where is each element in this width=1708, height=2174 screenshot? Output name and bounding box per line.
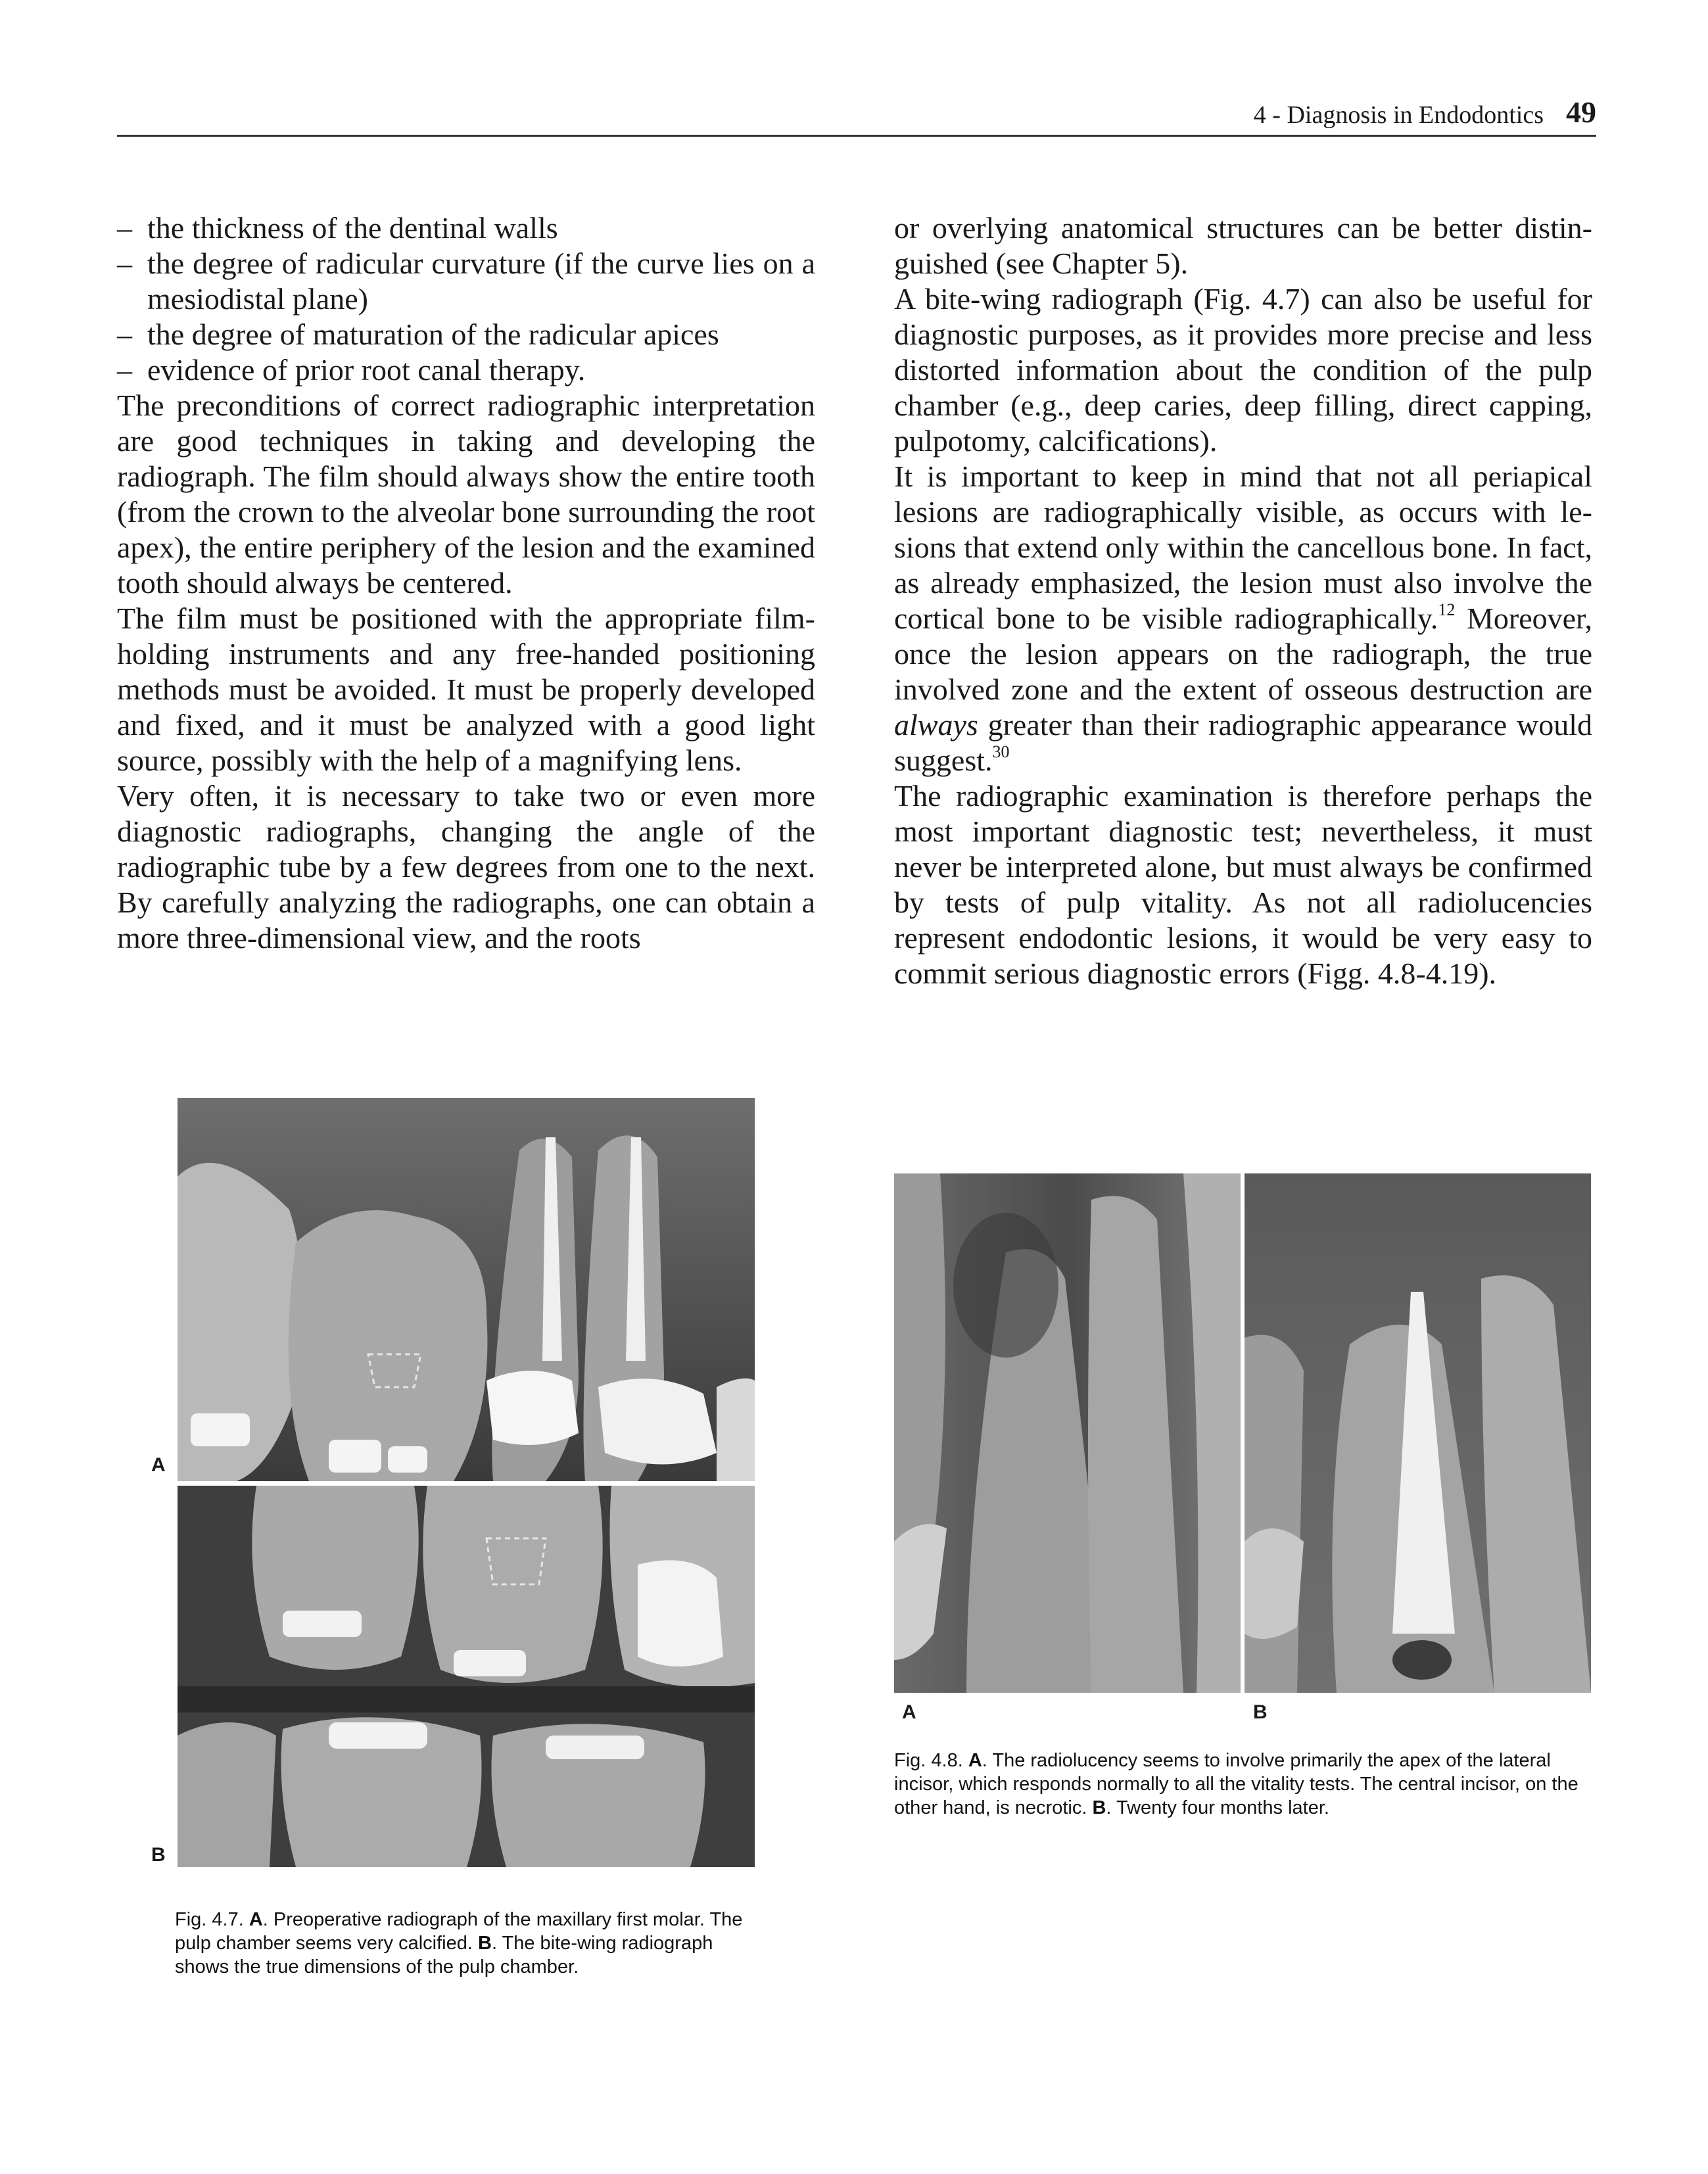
paragraph: or overlying anatomical structures can be better distinguished (see Chapter 5). (894, 211, 1592, 280)
radiograph-4-7-a (178, 1098, 755, 1481)
reference-superscript: 30 (992, 742, 1010, 761)
caption-panel-letter: A (968, 1750, 982, 1771)
right-column (894, 210, 1592, 991)
caption-text: . Preoperative radiograph of the maxillary first molar. The pulp chamber seems very calcified. (175, 1909, 743, 1954)
radiograph-4-7-b (178, 1486, 755, 1867)
paragraph: The radiographic examination is therefore perhaps the most important diagnostic test; nevertheless, it must never be interpreted alone, but must always be confirmed by tests of pulp vitality. As not all radiolucencies represent endodontic lesions, it would be very easy to commit serious diagnostic errors (Figg. 4.8-4.19). (894, 779, 1592, 990)
caption-text: . The bite-wing radiograph shows the true dimensions of the pulp chamber. (175, 1933, 713, 1977)
left-column (117, 210, 815, 956)
text-run: Moreover, once the lesion appears on the radiograph, the true involved zone and the extent of osseous destruction are (894, 602, 1592, 706)
list-item: – evidence of prior root canal therapy. (117, 352, 815, 388)
radiograph-4-8-a (894, 1173, 1241, 1693)
text-run: greater than their radiographic appearance would suggest. (894, 708, 1592, 777)
chapter-title: 4 - Diagnosis in Endodontics (1253, 101, 1544, 129)
text-run: It is important to keep in mind that not all periapical lesions are radiographically visible, as occurs with lesions that extend only within the cancellous bone. In fact, as already emphasized, the lesion must also involve the cortical bone to be visible radiographically. (894, 460, 1592, 635)
paragraph (894, 459, 1592, 778)
list-item: – the thickness of the dentinal walls (117, 210, 815, 246)
paragraph: Very often, it is necessary to take two or even more diagnostic radiographs, changing the angle of the radiographic tube by a few degrees from one to the next. By carefully analyzing the radiographs, one can obtain a more three-dimensional view, and the roots (117, 779, 815, 955)
page-number: 49 (1566, 95, 1596, 129)
caption-panel-letter: B (477, 1933, 492, 1954)
figure-label-a: A (902, 1701, 916, 1723)
emphasis: always (894, 708, 978, 742)
figure-label-b: B (1253, 1701, 1268, 1723)
paragraph: A bite-wing radiograph (Fig. 4.7) can also be useful for diagnostic purposes, as it provides more precise and less distorted information about the condition of the pulp chamber (e.g., deep caries, deep filling, direct capping, pulpotomy, calcifications). (894, 282, 1592, 458)
caption-prefix: Fig. 4.7. (175, 1909, 249, 1930)
figure-4-7-caption (175, 1908, 760, 1979)
caption-panel-letter: A (249, 1909, 263, 1930)
caption-text: . Twenty four months later. (1106, 1797, 1329, 1818)
caption-text: . The radiolucency seems to involve primarily the apex of the lateral incisor, which responds normally to all the vitality tests. The central incisor, on the other hand, is necrotic. (894, 1750, 1578, 1818)
figure-label-b: B (151, 1844, 166, 1866)
caption-panel-letter: B (1092, 1797, 1106, 1818)
list-item: – the degree of radicular curvature (if the curve lies on a mesiodistal plane) (117, 246, 815, 317)
reference-superscript: 12 (1438, 600, 1456, 619)
radiograph-4-8-b (1245, 1173, 1591, 1693)
running-head (117, 91, 1596, 137)
figure-4-8-caption (894, 1749, 1595, 1820)
caption-prefix: Fig. 4.8. (894, 1750, 968, 1771)
figure-label-a: A (151, 1454, 166, 1476)
paragraph: The film must be positioned with the appropriate film-holding instruments and any free-handed positioning methods must be avoided. It must be properly developed and fixed, and it must be analyzed with a good light source, possibly with the help of a magnifying lens. (117, 602, 815, 777)
list-item: – the degree of maturation of the radicular apices (117, 317, 815, 352)
paragraph: The preconditions of correct radiographic interpretation are good techniques in taking and developing the radiograph. The film should always show the entire tooth (from the crown to the alveolar bone surrounding the root apex), the entire periphery of the lesion and the examined tooth should always be centered. (117, 389, 815, 600)
